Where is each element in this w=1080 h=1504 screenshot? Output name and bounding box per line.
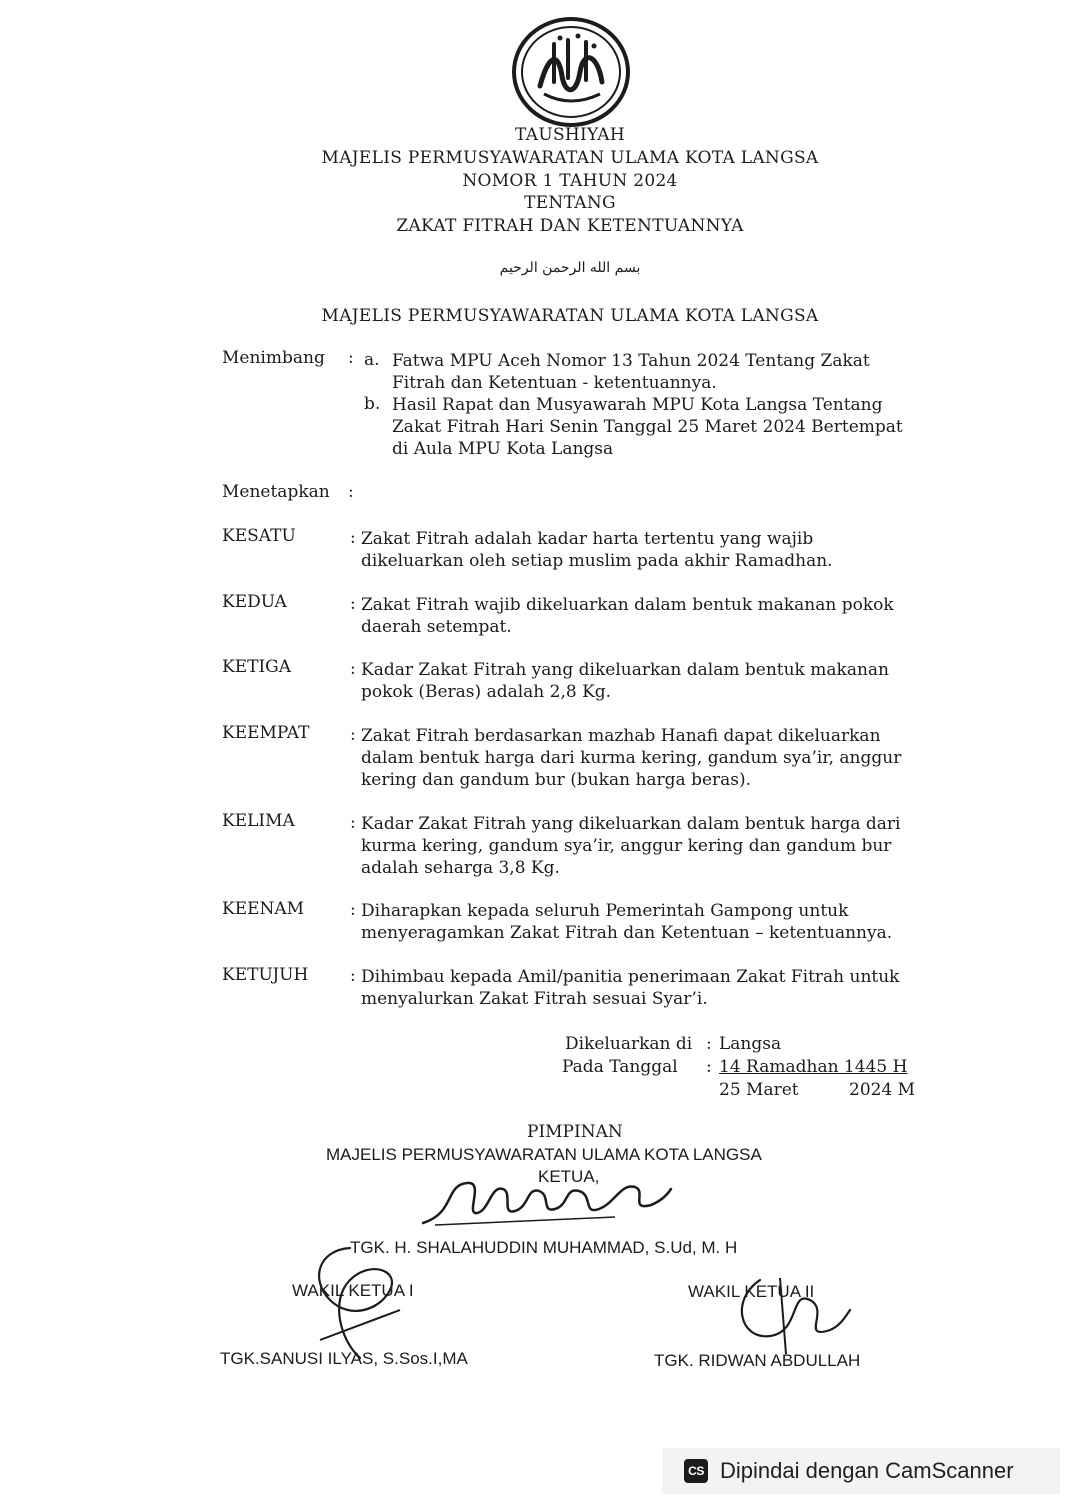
menimbang-colon: : [348, 348, 354, 368]
chair-title: KETUA, [538, 1167, 600, 1186]
basmalah: بسم الله الرحمن الرحيم [499, 260, 641, 276]
vice-chair-2-title: WAKIL KETUA II [688, 1282, 815, 1301]
menetapkan-colon: : [348, 482, 354, 502]
camscanner-watermark [662, 1448, 1060, 1494]
decision-line: Zakat Fitrah berdasarkan mazhab Hanafi dapat dikeluarkan [361, 726, 881, 746]
signature-org-name: MAJELIS PERMUSYAWARATAN ULAMA KOTA LANGSA [326, 1145, 762, 1164]
menimbang-item-b [392, 394, 922, 460]
about-label: TENTANG [524, 193, 616, 213]
decision-colon: : [350, 659, 356, 679]
menimbang-item-b-line2: Zakat Fitrah Hari Senin Tanggal 25 Maret 2024 Bertempat [392, 417, 903, 437]
decision-line: kurma kering, gandum sya’ir, anggur kering dan gandum bur [361, 836, 892, 856]
vice-chair-1-name: TGK.SANUSI ILYAS, S.Sos.I,MA [220, 1349, 468, 1368]
camscanner-icon: CS [684, 1459, 708, 1483]
decision-line: kering dan gandum bur (bukan harga beras). [361, 770, 752, 790]
menimbang-item-b-letter: b. [364, 394, 381, 414]
doc-number: NOMOR 1 TAHUN 2024 [462, 171, 678, 191]
menimbang-label: Menimbang [222, 348, 325, 368]
issued-date-colon: : [706, 1057, 712, 1077]
decision-line: menyeragamkan Zakat Fitrah dan Ketentuan – ketentuannya. [361, 923, 893, 943]
mpu-seal-logo [510, 16, 632, 128]
decision-label: KELIMA [222, 811, 295, 831]
menimbang-item-b-line1: Hasil Rapat dan Musyawarah MPU Kota Langsa Tentang [392, 395, 883, 415]
decision-line: menyalurkan Zakat Fitrah sesuai Syar’i. [361, 989, 708, 1009]
decision-colon: : [350, 900, 356, 920]
chair-signature [415, 1165, 675, 1235]
decision-line: Zakat Fitrah adalah kadar harta tertentu yang wajib [361, 529, 814, 549]
menimbang-item-a-letter: a. [364, 350, 380, 370]
vice-chair-2-signature [720, 1270, 860, 1360]
decision-line: dalam bentuk harga dari kurma kering, gandum sya’ir, anggur [361, 748, 902, 768]
decision-line: Dihimbau kepada Amil/panitia penerimaan Zakat Fitrah untuk [361, 967, 900, 987]
decision-text [361, 725, 921, 791]
issued-place-colon: : [706, 1034, 712, 1054]
decision-text [361, 900, 921, 944]
issued-hijri-date: 14 Ramadhan 1445 H [719, 1057, 908, 1077]
decision-line: Kadar Zakat Fitrah yang dikeluarkan dalam bentuk harga dari [361, 814, 901, 834]
issued-gregorian-year: 2024 M [849, 1080, 916, 1100]
decision-line: daerah setempat. [361, 617, 512, 637]
menimbang-item-a-line1: Fatwa MPU Aceh Nomor 13 Tahun 2024 Tentang Zakat [392, 351, 870, 371]
decision-label: KEEMPAT [222, 723, 310, 743]
decision-line: Diharapkan kepada seluruh Pemerintah Gampong untuk [361, 901, 849, 921]
leadership-label: PIMPINAN [527, 1122, 623, 1142]
camscanner-text: Dipindai dengan CamScanner [720, 1458, 1014, 1483]
decision-line: adalah seharga 3,8 Kg. [361, 858, 560, 878]
decision-label: KESATU [222, 526, 296, 546]
issued-place-label: Dikeluarkan di [565, 1034, 693, 1054]
issued-place-value: Langsa [719, 1034, 782, 1054]
vice-chair-2-name: TGK. RIDWAN ABDULLAH [654, 1351, 861, 1370]
menimbang-item-a-line2: Fitrah dan Ketentuan - ketentuannya. [392, 373, 717, 393]
vice-chair-1-title: WAKIL KETUA I [292, 1281, 414, 1300]
decision-label: KETIGA [222, 657, 292, 677]
decision-label: KEDUA [222, 592, 287, 612]
decision-text [361, 813, 921, 879]
decision-text [361, 594, 921, 638]
decision-label: KEENAM [222, 899, 305, 919]
decision-text [361, 528, 921, 572]
decision-colon: : [350, 966, 356, 986]
issued-date-label: Pada Tanggal [562, 1057, 678, 1077]
decision-colon: : [350, 528, 356, 548]
decision-colon: : [350, 813, 356, 833]
doc-subject: ZAKAT FITRAH DAN KETENTUANNYA [396, 216, 744, 236]
doc-type-title: TAUSHIYAH [515, 125, 625, 145]
decision-colon: : [350, 594, 356, 614]
chair-name: TGK. H. SHALAHUDDIN MUHAMMAD, S.Ud, M. H [350, 1238, 738, 1257]
menimbang-item-b-line3: di Aula MPU Kota Langsa [392, 439, 614, 459]
menetapkan-label: Menetapkan [222, 482, 330, 502]
issuer-name: MAJELIS PERMUSYAWARATAN ULAMA KOTA LANGSA [321, 306, 819, 326]
org-name: MAJELIS PERMUSYAWARATAN ULAMA KOTA LANGSA [321, 148, 819, 168]
issued-gregorian-date: 25 Maret [719, 1080, 799, 1100]
decision-text [361, 659, 921, 703]
decision-text [361, 966, 921, 1010]
menimbang-item-a [392, 350, 922, 394]
decision-line: Zakat Fitrah wajib dikeluarkan dalam bentuk makanan pokok [361, 595, 894, 615]
decision-line: pokok (Beras) adalah 2,8 Kg. [361, 682, 612, 702]
decision-label: KETUJUH [222, 965, 309, 985]
decision-line: Kadar Zakat Fitrah yang dikeluarkan dalam bentuk makanan [361, 660, 889, 680]
decision-colon: : [350, 725, 356, 745]
decision-line: dikeluarkan oleh setiap muslim pada akhir Ramadhan. [361, 551, 833, 571]
